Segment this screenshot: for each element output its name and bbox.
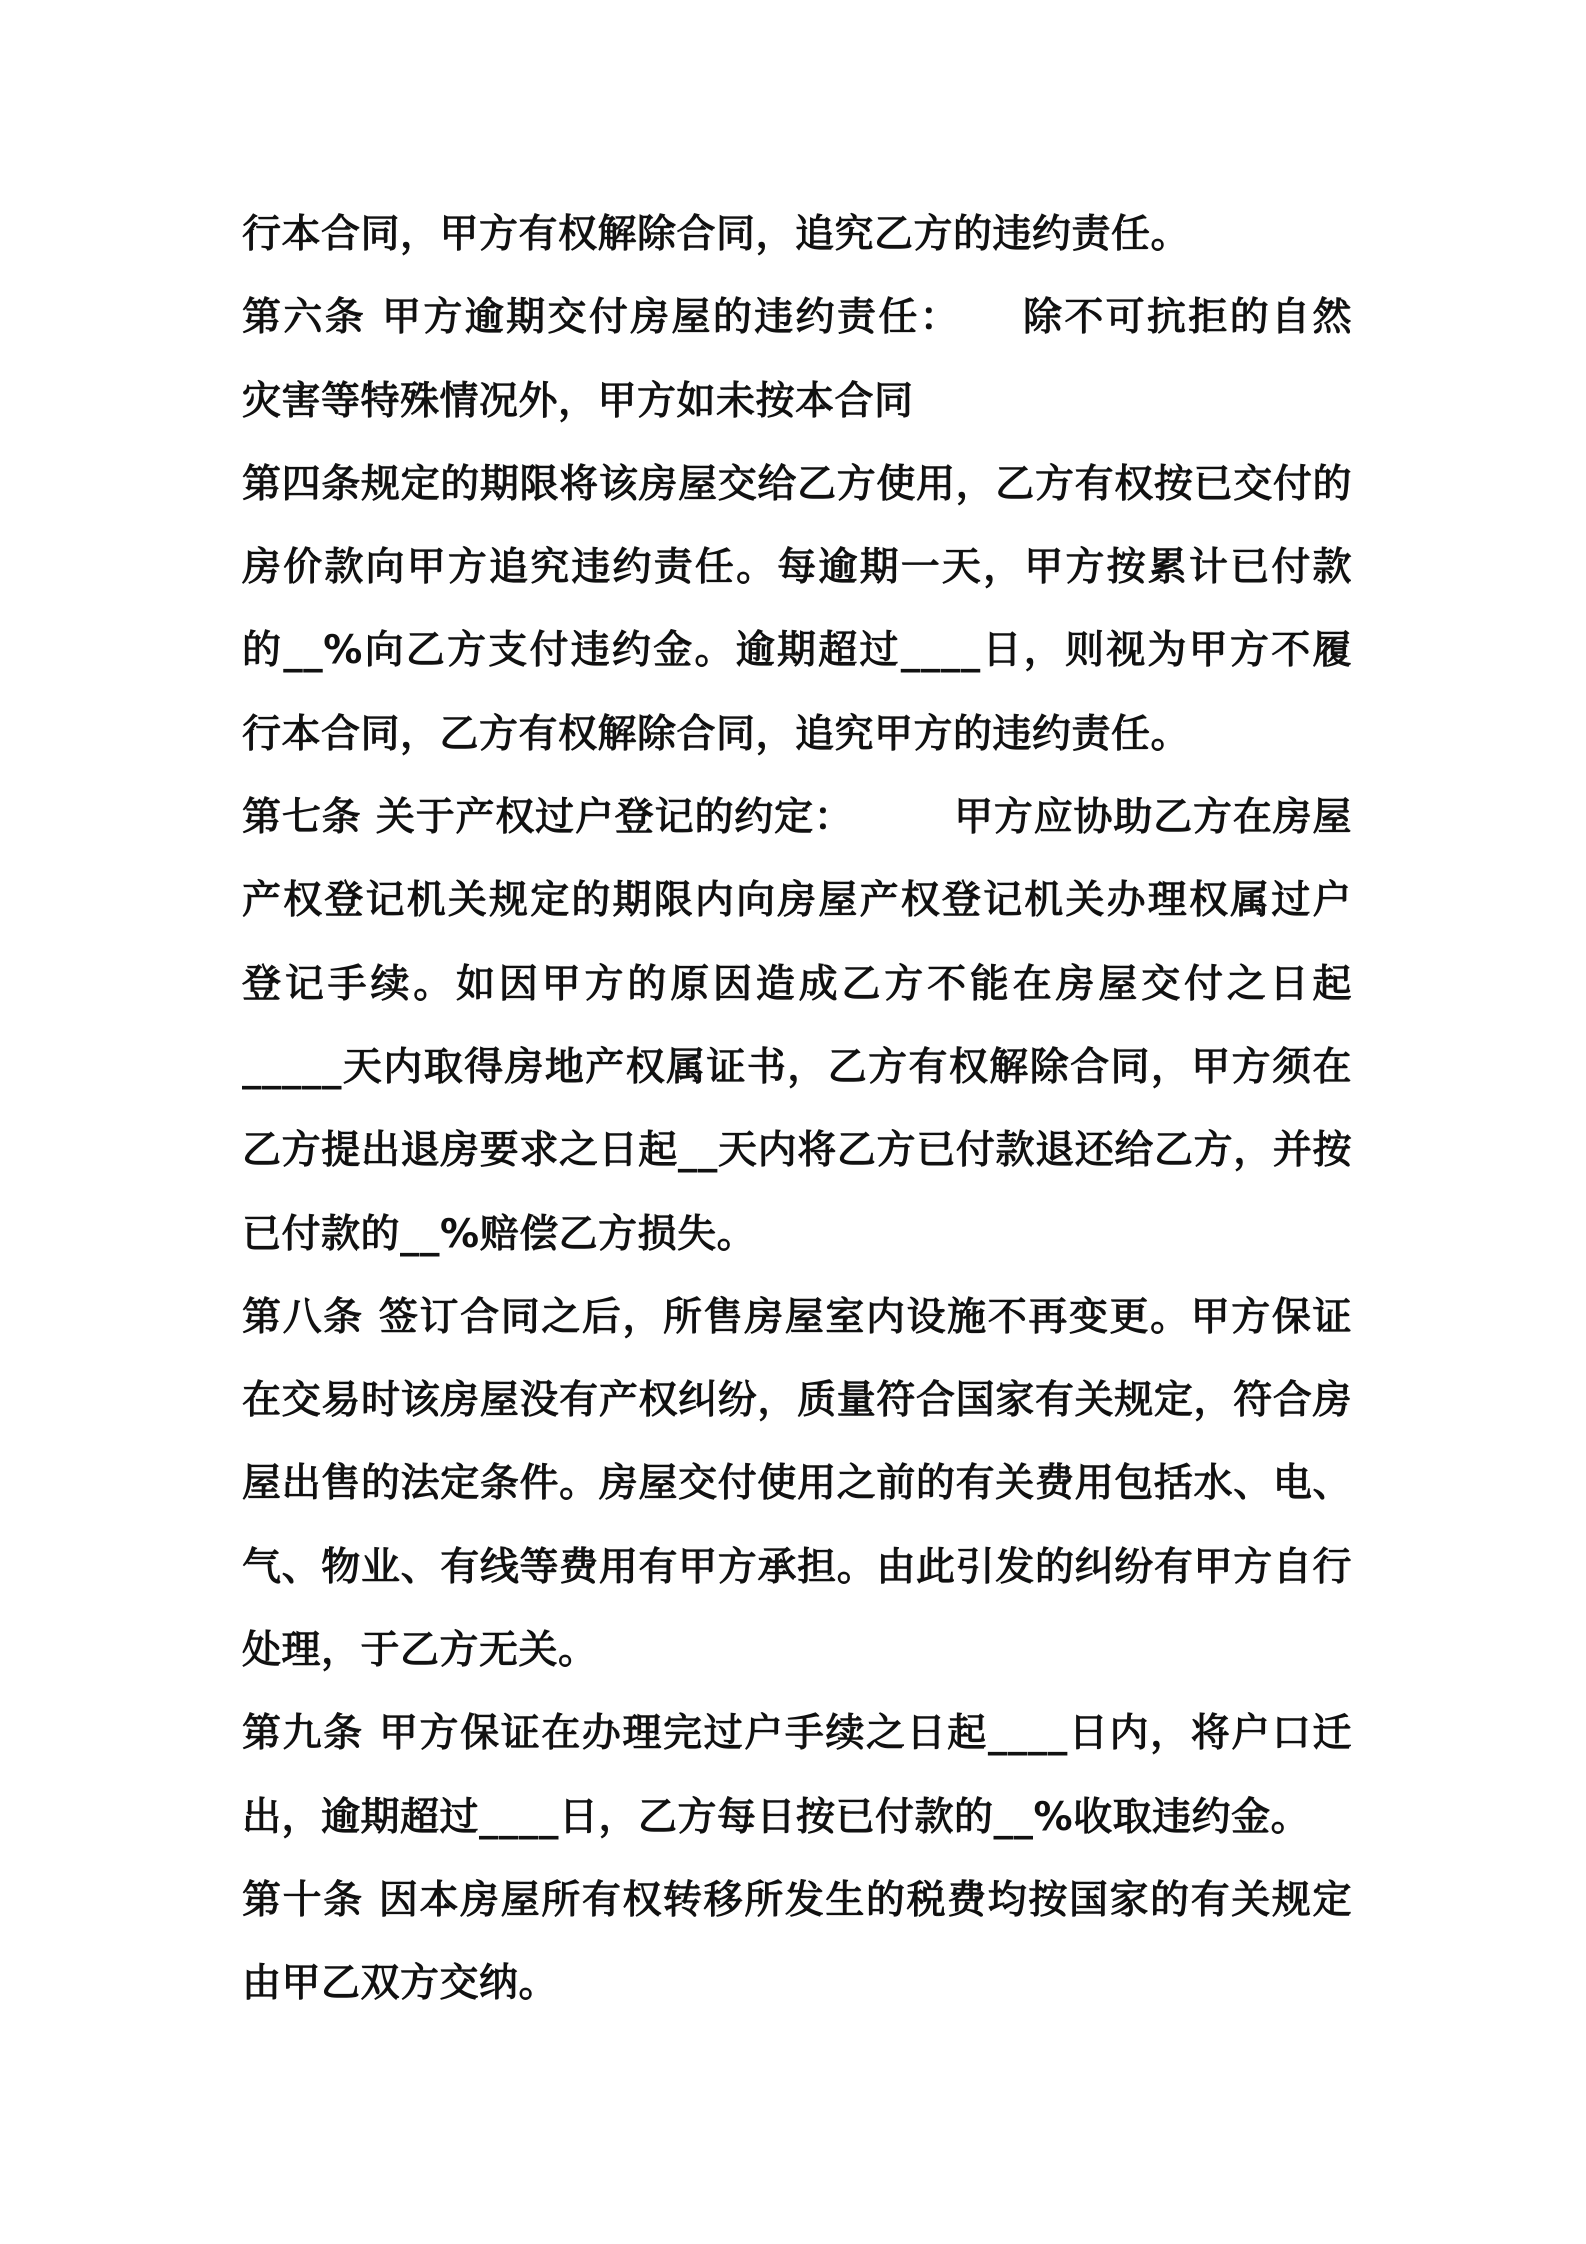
text-line: 出，逾期超过____日，乙方每日按已付款的__%收取违约金。 <box>242 1794 1311 1840</box>
article-9-line: 第九条 甲方保证在办理完过户手续之日起____日内，将户口迁 <box>242 1711 1352 1757</box>
text-line: 的__%向乙方支付违约金。逾期超过____日，则视为甲方不履 <box>242 628 1352 674</box>
text-segment: 甲方应协助乙方在房屋 <box>953 795 1352 841</box>
text-line: 登记手续。如因甲方的原因造成乙方不能在房屋交付之日起 <box>242 961 1352 1007</box>
text-line: 气、物业、有线等费用有甲方承担。由此引发的纠纷有甲方自行 <box>242 1544 1352 1590</box>
text-line: 产权登记机关规定的期限内向房屋产权登记机关办理权属过户 <box>242 878 1352 924</box>
text-line: _____天内取得房地产权属证书，乙方有权解除合同，甲方须在 <box>242 1044 1352 1090</box>
text-line: 行本合同，乙方有权解除合同，追究甲方的违约责任。 <box>242 711 1191 757</box>
article-6-heading-line <box>242 276 1352 359</box>
text-line: 屋出售的法定条件。房屋交付使用之前的有关费用包括水、电、 <box>242 1461 1352 1507</box>
text-line: 乙方提出退房要求之日起__天内将乙方已付款退还给乙方，并按 <box>242 1128 1352 1174</box>
text-line: 已付款的__%赔偿乙方损失。 <box>242 1211 757 1257</box>
article-8-line: 第八条 签订合同之后，所售房屋室内设施不再变更。甲方保证 <box>242 1294 1352 1340</box>
text-line: 处理，于乙方无关。 <box>242 1628 598 1674</box>
text-line: 房价款向甲方追究违约责任。每逾期一天，甲方按累计已付款 <box>242 545 1352 591</box>
text-segment: 除不可抗拒的自然 <box>1021 295 1352 341</box>
contract-text <box>242 193 1352 2026</box>
text-line: 在交易时该房屋没有产权纠纷，质量符合国家有关规定，符合房 <box>242 1378 1352 1424</box>
article-7-heading: 第七条 关于产权过户登记的约定： <box>242 795 854 841</box>
text-line: 行本合同，甲方有权解除合同，追究乙方的违约责任。 <box>242 212 1191 257</box>
text-line: 灾害等特殊情况外，甲方如未按本合同 <box>242 378 914 424</box>
text-line: 第四条规定的期限将该房屋交给乙方使用，乙方有权按已交付的 <box>242 461 1352 507</box>
article-7-heading-line <box>242 776 1352 859</box>
article-6-heading: 第六条 甲方逾期交付房屋的违约责任： <box>242 295 962 341</box>
article-10-line: 第十条 因本房屋所有权转移所发生的税费均按国家的有关规定 <box>242 1877 1352 1923</box>
text-line: 由甲乙双方交纳。 <box>242 1961 559 2007</box>
